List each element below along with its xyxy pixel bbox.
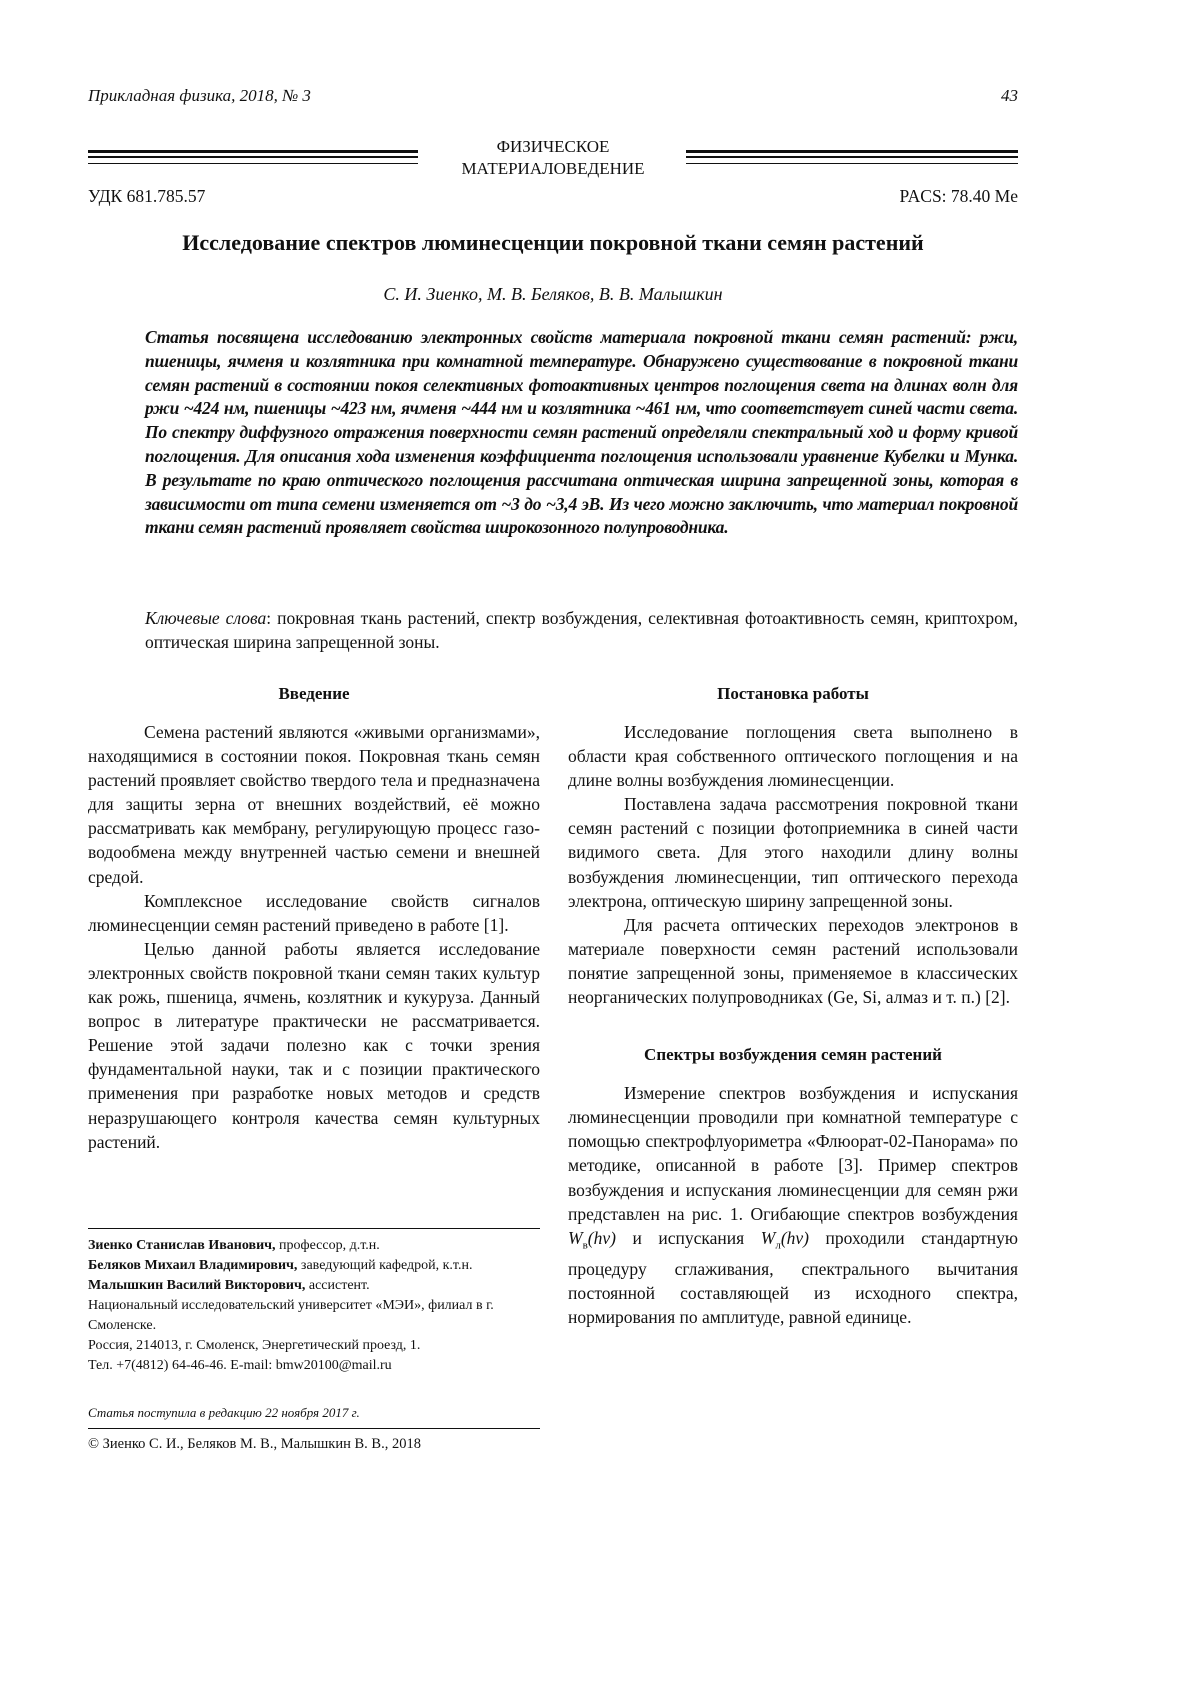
copyright: © Зиенко С. И., Беляков М. В., Малышкин В. В., 2018 — [88, 1436, 421, 1453]
formula-wl: Wл(hν) — [761, 1228, 809, 1248]
page-number: 43 — [1001, 86, 1018, 106]
section-title — [420, 136, 686, 180]
heading-introduction: Введение — [88, 682, 540, 706]
pacs-code: PACS: 78.40 Me — [900, 186, 1018, 207]
heading-problem-statement: Постановка работы — [568, 682, 1018, 706]
section-rule-right — [686, 150, 1018, 164]
article-title: Исследование спектров люминесценции покровной ткани семян растений — [88, 230, 1018, 256]
journal-name: Прикладная физика, 2018, № 3 — [88, 86, 311, 105]
author-footnote — [88, 1236, 540, 1376]
running-header — [88, 86, 1018, 106]
keywords — [145, 606, 1018, 654]
paragraph: Целью данной работы является исследование электронных свойств покровной ткани семян таких культур как рожь, пшеница, ячмень, козлятник и кукуруза. Данный вопрос в литературе практически не рассматривается. Решение этой задачи полезно как с точки зрения фундаментальной науки, так и с позиции практического применения при разработке новых методов и средств неразрушающего контроля качества семян культурных растений. — [88, 937, 540, 1154]
copyright-rule — [88, 1428, 540, 1429]
paragraph: Исследование поглощения света выполнено в области края собственного оптического поглощения и на длине волны возбуждения люминесценции. — [568, 720, 1018, 792]
section-title-line2: МАТЕРИАЛОВЕДЕНИЕ — [420, 158, 686, 180]
left-column — [88, 682, 540, 1154]
section-title-line1: ФИЗИЧЕСКОЕ — [420, 136, 686, 158]
section-rule-left — [88, 150, 418, 164]
keywords-label: Ключевые слова — [145, 608, 266, 628]
paragraph: Семена растений являются «живыми организмами», находящимися в состоянии покоя. Покровная ткань семян растений проявляет свойство твердого тела и предназначена для защиты зерна от внешних воздействий, её можно рассматривать как мембрану, регулирующую процесс газо- водообмена между внутренней частью семени и внешней средой. — [88, 720, 540, 889]
author-name: Зиенко Станислав Иванович, — [88, 1238, 276, 1253]
author-role: профессор, д.т.н. — [276, 1238, 380, 1253]
abstract: Статья посвящена исследованию электронных свойств материала покровной ткани семян растений: ржи, пшеницы, ячменя и козлятника при комнатной температуре. Обнаружено существование в покровной ткани семян растений в состоянии покоя селективных фотоактивных центров поглощения света на длинах волн для ржи ~424 нм, пшеницы ~423 нм, ячменя ~444 нм и козлятника ~461 нм, что соответствует синей части света. По спектру диффузного отражения поверхности семян растений определяли спектральный ход и форму кривой поглощения. Для описания хода изменения коэффициента поглощения использовали уравнение Кубелки и Мунка. В результате по краю оптического поглощения рассчитана оптическая ширина запрещенной зоны, которая в зависимости от типа семени изменяется от ~3 до ~3,4 эВ. Из чего можно заключить, что материал покровной ткани семян растений проявляет свойства широкозонного полупроводника. — [145, 326, 1018, 540]
contacts: Тел. +7(4812) 64-46-46. E-mail: bmw20100@mail.ru — [88, 1356, 540, 1376]
address: Россия, 214013, г. Смоленск, Энергетический проезд, 1. — [88, 1336, 540, 1356]
article-authors: С. И. Зиенко, М. В. Беляков, В. В. Малышкин — [88, 284, 1018, 305]
paragraph: Комплексное исследование свойств сигналов люминесценции семян растений приведено в работе [1]. — [88, 889, 540, 937]
paragraph-text: и испускания — [616, 1228, 761, 1248]
paragraph-text: Измерение спектров возбуждения и испускания люминесценции проводили при комнатной температуре с помощью спектрофлуориметра «Флюорат-02-Панорама» по методике, описанной в работе [3]. Пример спектров возбуждения и испускания люминесценции для семян ржи представлен на рис. 1. Огибающие спектров возбуждения — [568, 1083, 1018, 1223]
author-name: Малышкин Василий Викторович, — [88, 1278, 305, 1293]
paragraph — [568, 1081, 1018, 1329]
author-role: ассистент. — [305, 1278, 369, 1293]
keywords-text: : покровная ткань растений, спектр возбуждения, селективная фотоактивность семян, криптохром, оптическая ширина запрещенной зоны. — [145, 608, 1018, 652]
affiliation: Национальный исследовательский университет «МЭИ», филиал в г. Смоленске. — [88, 1296, 540, 1336]
author-name: Беляков Михаил Владимирович, — [88, 1258, 297, 1273]
author-role: заведующий кафедрой, к.т.н. — [297, 1258, 472, 1273]
right-column — [568, 682, 1018, 1330]
paragraph: Для расчета оптических переходов электронов в материале поверхности семян растений использовали понятие запрещенной зоны, применяемое в классических неорганических полупроводниках (Ge, Si, алмаз и т. п.) [2]. — [568, 913, 1018, 1009]
footnote-rule — [88, 1228, 540, 1229]
paragraph: Поставлена задача рассмотрения покровной ткани семян растений с позиции фотоприемника в синей части видимого света. Для этого находили длину волны возбуждения люминесценции, тип оптического перехода электрона, оптическую ширину запрещенной зоны. — [568, 792, 1018, 912]
received-date: Статья поступила в редакцию 22 ноября 2017 г. — [88, 1405, 540, 1421]
heading-excitation-spectra: Спектры возбуждения семян растений — [568, 1043, 1018, 1067]
paragraph-text: проходили стандартную процедуру сглаживания, спектрального вычитания постоянной составляющей из исходного спектра, нормирования по амплитуде, равной единице. — [568, 1228, 1018, 1328]
udk-code: УДК 681.785.57 — [88, 186, 205, 207]
formula-wv: Wв(hν) — [568, 1228, 616, 1248]
